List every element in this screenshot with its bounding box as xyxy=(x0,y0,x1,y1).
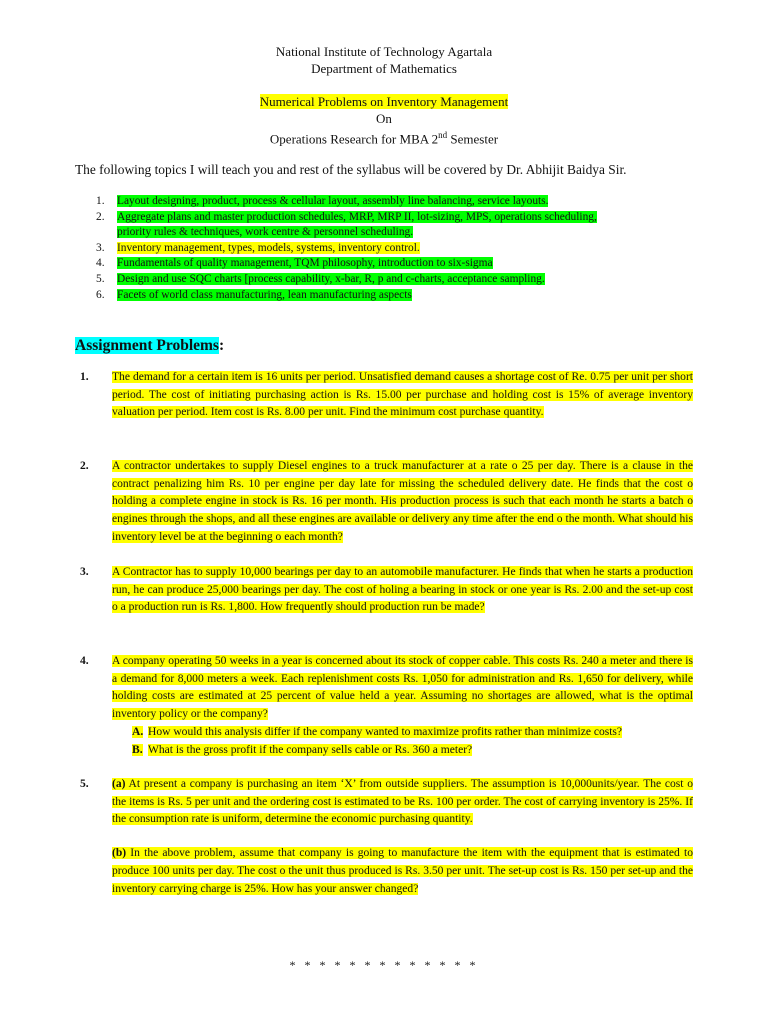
problem-text: A contractor undertakes to supply Diesel engines to a truck manufacturer at a rate o 25 per day. There is a clause in the contract penalizing him Rs. 10 per engine per day late for missing the scheduled delivery date. He finds that the cost o holding a complete engine in stock is Rs. 16 per month. His production process is such that each month he starts a batch o engines through the shops, and all these engines are available or delivery any time after the end o the month. What should his inventory level be at the beginning o each month? xyxy=(112,460,693,543)
topic-item xyxy=(96,241,676,257)
topic-text-highlight: Fundamentals of quality management, TQM philosophy, introduction to six-sigma xyxy=(117,257,493,270)
intro-paragraph: The following topics I will teach you and rest of the syllabus will be covered by Dr. Abhijit Baidya Sir. xyxy=(75,162,627,177)
problem-body xyxy=(112,564,693,617)
institute-name: National Institute of Technology Agartala xyxy=(275,44,493,59)
subquestion-text xyxy=(148,724,622,742)
problem-number: 4. xyxy=(80,655,89,667)
topics-list xyxy=(96,194,676,303)
part-a-label: (a) xyxy=(112,778,126,790)
topic-item xyxy=(96,272,676,288)
problem-text: A company operating 50 weeks in a year is concerned about its stock of copper cable. This costs Rs. 240 a meter and there is a demand for 8,000 meters a week. Each replenishment costs Rs. 1,050 for administration and Rs. 1,650 for delivery, while holding costs are estimated at 25 percent of value held a year. Assuming no shortages are allowed, what is the optimal inventory policy or the company? xyxy=(112,655,693,721)
subquestion-label xyxy=(132,742,148,760)
topic-number: 6. xyxy=(96,288,105,301)
subquestion-label-text: A. xyxy=(132,725,144,738)
problem-body xyxy=(112,369,693,422)
problem-item xyxy=(80,564,693,617)
course-suffix: Semester xyxy=(447,131,499,147)
topic-item xyxy=(96,256,676,272)
topic-text xyxy=(117,194,676,210)
topic-text-highlight: Inventory management, types, models, systems, inventory control. xyxy=(117,241,420,254)
problem-item xyxy=(80,653,693,759)
topic-item xyxy=(96,194,676,210)
problem-number: 2. xyxy=(80,460,89,472)
topic-text xyxy=(117,256,676,272)
topic-item xyxy=(96,288,676,304)
department-name: Department of Mathematics xyxy=(311,61,457,76)
doc-title-text: Numerical Problems on Inventory Management xyxy=(259,94,509,109)
topic-text-highlight: Design and use SQC charts [process capability, x-bar, R, p and c-charts, acceptance sampling. xyxy=(117,272,545,285)
topic-number: 2. xyxy=(96,210,105,223)
topic-text xyxy=(117,288,676,304)
problem-item xyxy=(80,369,693,422)
assignment-heading-text: Assignment Problems xyxy=(75,337,219,354)
topic-text xyxy=(117,241,676,257)
part-b-label: (b) xyxy=(112,847,127,860)
subquestion-text-highlight: How would this analysis differ if the company wanted to maximize profits rather than minimize costs? xyxy=(148,725,623,738)
topic-number: 4. xyxy=(96,257,105,270)
problem-part-b xyxy=(112,845,693,898)
topic-number: 5. xyxy=(96,272,105,285)
topic-text xyxy=(117,272,676,288)
on-line: On xyxy=(376,111,392,126)
problem-item xyxy=(80,776,693,898)
problem-body xyxy=(112,458,693,547)
problem-number: 1. xyxy=(80,371,89,383)
subquestion xyxy=(132,742,693,760)
problem-part-a xyxy=(112,776,693,829)
topic-number: 1. xyxy=(96,195,105,207)
course-prefix: Operations Research for MBA 2 xyxy=(269,131,439,147)
part-b-body: In the above problem, assume that company is going to manufacture the item with the equipment that is estimated to produce 100 units per day. The cost o the unit thus produced is Rs. 3.50 per unit. The set-up cost is Rs. 150 per set-up and the inventory carrying charge is 25%. How has your answer changed? xyxy=(112,847,693,895)
topic-item xyxy=(96,210,676,241)
subquestion-label-text: B. xyxy=(132,743,143,756)
problem-body xyxy=(112,776,693,898)
doc-title xyxy=(0,93,768,110)
assignment-heading-colon: : xyxy=(218,337,225,354)
problem-part-a-text xyxy=(112,778,693,825)
subquestion-text xyxy=(148,742,472,760)
topic-text-highlight: Facets of world class manufacturing, lean manufacturing aspects xyxy=(117,288,412,301)
subquestion-text-highlight: What is the gross profit if the company sells cable or Rs. 360 a meter? xyxy=(148,743,473,756)
topic-number: 3. xyxy=(96,241,105,254)
topic-text-continuation: priority rules & techniques, work centre & personnel scheduling. xyxy=(117,226,414,239)
problem-text: A Contractor has to supply 10,000 bearings per day to an automobile manufacturer. He finds that when he starts a production run, he can produce 25,000 bearings per day. The cost of holing a bearing in stock or one year is Rs. 2.00 and the set-up cost o a production run is Rs. 1,800. How frequently should production run be made? xyxy=(112,566,693,614)
problem-part-b-text xyxy=(112,847,693,894)
topic-text-highlight: Aggregate plans and master production schedules, MRP, MRP II, lot-sizing, MPS, operations scheduling, xyxy=(117,210,597,223)
problem-number: 3. xyxy=(80,566,89,578)
problem-body xyxy=(112,653,693,759)
assignment-heading xyxy=(75,336,224,356)
subquestion-label xyxy=(132,724,148,742)
footer-stars: * * * * * * * * * * * * * xyxy=(289,958,479,972)
topic-text-highlight: Layout designing, product, process & cellular layout, assembly line balancing, service layouts. xyxy=(117,195,549,207)
course-sup: nd xyxy=(438,130,448,140)
subquestion xyxy=(132,724,693,742)
topic-text xyxy=(117,210,676,241)
problem-number: 5. xyxy=(80,778,89,790)
course-line xyxy=(0,127,768,147)
problem-item xyxy=(80,458,693,547)
problem-text: The demand for a certain item is 16 units per period. Unsatisfied demand causes a shortage cost of Re. 0.75 per unit per short period. The cost of initiating purchasing action is Rs. 15.00 per purchase and holding cost is 15% of average inventory valuation per period. Item cost is Rs. 8.00 per unit. Find the minimum cost purchase quantity. xyxy=(112,371,693,419)
part-a-body: At present a company is purchasing an item ‘X’ from outside suppliers. The assumption is 10,000units/year. The cost o the items is Rs. 5 per unit and the ordering cost is estimated to be Rs. 100 per order. The cost of carrying inventory is 25%. If the consumption rate is uniform, determine the economic purchasing quantity. xyxy=(112,778,693,826)
